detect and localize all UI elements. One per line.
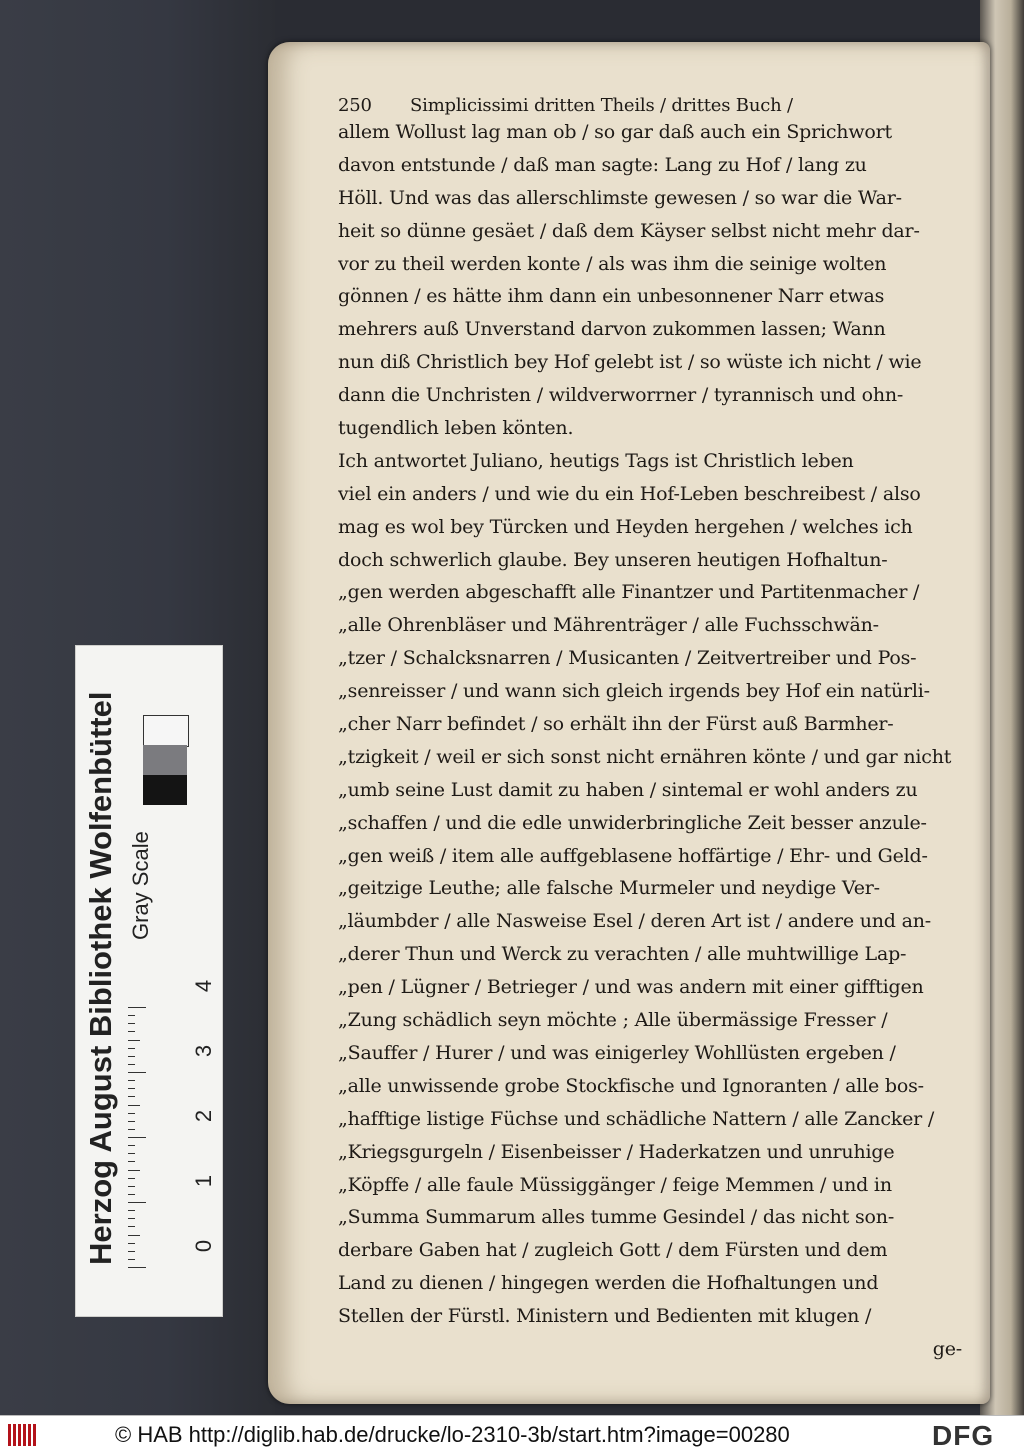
ruler-number: 2	[191, 1109, 216, 1123]
text-line: „gen werden abgeschafft alle Finantzer und Partitenmacher /	[338, 581, 920, 604]
text-line: viel ein anders / und wie du ein Hof-Leben beschreibest / also	[338, 482, 921, 505]
footer-bar	[0, 1415, 1024, 1456]
running-head: Simplicissimi dritten Theils / drittes Buch /	[410, 95, 793, 116]
text-line: gönnen / es hätte ihm dann ein unbesonnener Narr etwas	[338, 285, 885, 308]
text-line: „Sauffer / Hurer / und was einigerley Wohllüsten ergeben /	[338, 1041, 896, 1064]
text-line: „Zung schädlich seyn möchte ; Alle übermässige Fresser /	[338, 1009, 888, 1032]
text-line: „schaffen / und die edle unwiderbringliche Zeit besser anzule-	[338, 811, 927, 834]
text-line: Land zu dienen / hingegen werden die Hofhaltungen und	[338, 1272, 879, 1295]
text-line: Stellen der Fürstl. Ministern und Bedienten mit klugen /	[338, 1305, 872, 1328]
text-line: Höll. Und was das allerschlimste gewesen / so war die War-	[338, 186, 902, 209]
ruler-tick	[128, 1153, 135, 1154]
text-line: derbare Gaben hat / zugleich Gott / dem Fürsten und dem	[338, 1239, 888, 1262]
page-text	[338, 82, 968, 1366]
gray-swatch-black	[143, 775, 187, 805]
ruler-tick	[128, 1056, 135, 1057]
ruler-tick	[128, 1015, 135, 1016]
text-line: vor zu theil werden konte / als was ihm die seinige wolten	[338, 252, 887, 275]
text-line: tugendlich leben könten.	[338, 417, 574, 440]
ruler-tick	[128, 1202, 146, 1203]
ruler-number: 1	[191, 1174, 216, 1188]
hab-logo-icon	[8, 1424, 44, 1448]
ruler-tick	[128, 1226, 135, 1227]
text-line: Ich antwortet Juliano, heutigs Tags ist Christlich leben	[338, 449, 854, 472]
text-line: „tzigkeit / weil er sich sonst nicht ernähren könte / und gar nicht	[338, 745, 952, 768]
text-line: „alle Ohrenbläser und Mährenträger / alle Fuchsschwän-	[338, 614, 879, 637]
ruler-tick	[128, 1040, 140, 1041]
text-line: „gen weiß / item alle auffgeblasene hoffärtige / Ehr- und Geld-	[338, 844, 928, 867]
text-line: dann die Unchristen / wildverworrner / tyrannisch und ohn-	[338, 384, 904, 407]
ruler-tick	[128, 1113, 135, 1114]
ruler-tick	[128, 1259, 135, 1260]
ruler-tick	[128, 1137, 146, 1138]
text-line: doch schwerlich glaube. Bey unseren heutigen Hofhaltun-	[338, 548, 888, 571]
ruler-tick	[128, 1267, 146, 1268]
ruler-tick	[128, 1235, 140, 1236]
text-line: nun diß Christlich bey Hof gelebt ist / so wüste ich nicht / wie	[338, 351, 922, 374]
gray-scale-label: Gray Scale	[128, 831, 153, 940]
ruler-number: 3	[191, 1044, 216, 1058]
catchword: ge-	[932, 1337, 962, 1360]
text-line: mag es wol bey Türcken und Heyden hergehen / welches ich	[338, 515, 913, 538]
text-line: „umb seine Lust damit zu haben / sintemal er wohl anders zu	[338, 778, 918, 801]
text-line: „tzer / Schalcksnarren / Musicanten / Zeitvertreiber und Pos-	[338, 647, 917, 670]
ruler-tick	[128, 1105, 140, 1106]
ruler-tick	[128, 1088, 135, 1089]
text-line: „Summa Summarum alles tumme Gesindel / das nicht son-	[338, 1206, 895, 1229]
page-number: 250	[338, 95, 372, 116]
text-line: mehrers auß Unverstand darvon zukommen lassen; Wann	[338, 318, 886, 341]
ruler-number: 4	[191, 979, 216, 993]
dfg-logo: DFG	[932, 1420, 995, 1451]
ruler-tick	[128, 1178, 135, 1179]
text-line: heit so dünne gesäet / daß dem Käyser selbst nicht mehr dar-	[338, 219, 920, 242]
ruler-tick	[128, 1243, 135, 1244]
ruler-tick	[128, 1145, 135, 1146]
text-line: „läumbder / alle Nasweise Esel / deren Art ist / andere und an-	[338, 910, 931, 933]
ruler-tick	[128, 1121, 135, 1122]
ruler-tick	[128, 1031, 135, 1032]
ruler-tick	[128, 1210, 135, 1211]
text-body	[338, 116, 968, 1333]
ruler-tick	[128, 1194, 135, 1195]
text-line: „hafftige listige Füchse und schädliche Nattern / alle Zancker /	[338, 1107, 935, 1130]
text-line: „geitzige Leuthe; alle falsche Murmeler und neydige Ver-	[338, 877, 880, 900]
ruler-tick	[128, 1170, 140, 1171]
text-line: „Köpffe / alle faule Müssiggänger / feige Memmen / und in	[338, 1173, 892, 1196]
ruler-title: Herzog August Bibliothek Wolfenbüttel	[83, 691, 118, 1265]
ruler-tick	[128, 1080, 135, 1081]
gray-swatch-gray	[143, 745, 187, 775]
ruler-tick	[128, 1064, 135, 1065]
footer-copyright-link[interactable]: © HAB http://diglib.hab.de/drucke/lo-2310-3b/start.htm?image=00280	[115, 1422, 790, 1447]
ruler-tick	[128, 1023, 135, 1024]
ruler-number: 0	[191, 1239, 216, 1253]
text-line: allem Wollust lag man ob / so gar daß auch ein Sprichwort	[338, 121, 892, 143]
ruler-tick	[128, 1161, 135, 1162]
ruler-tick	[128, 1007, 146, 1008]
text-line: „alle unwissende grobe Stockfische und Ignoranten / alle bos-	[338, 1074, 924, 1097]
gray-swatch-white	[143, 715, 189, 747]
ruler-tick	[128, 1096, 135, 1097]
text-line: „derer Thun und Werck zu verachten / alle muhtwillige Lap-	[338, 943, 907, 966]
running-header	[338, 82, 968, 116]
text-line: „pen / Lügner / Betrieger / und was andern mit einer gifftigen	[338, 976, 924, 999]
text-line: „cher Narr befindet / so erhält ihn der Fürst auß Barmher-	[338, 713, 894, 736]
ruler-tick	[128, 1218, 135, 1219]
text-line: „senreisser / und wann sich gleich irgends bey Hof ein natürli-	[338, 680, 930, 703]
ruler-tick	[128, 1186, 135, 1187]
text-line: davon entstunde / daß man sagte: Lang zu Hof / lang zu	[338, 153, 867, 176]
ruler-tick	[128, 1048, 135, 1049]
ruler-tick	[128, 1251, 135, 1252]
text-line: „Kriegsgurgeln / Eisenbeisser / Haderkatzen und unruhige	[338, 1140, 895, 1163]
ruler-tick	[128, 1129, 135, 1130]
ruler-tick	[128, 1072, 146, 1073]
